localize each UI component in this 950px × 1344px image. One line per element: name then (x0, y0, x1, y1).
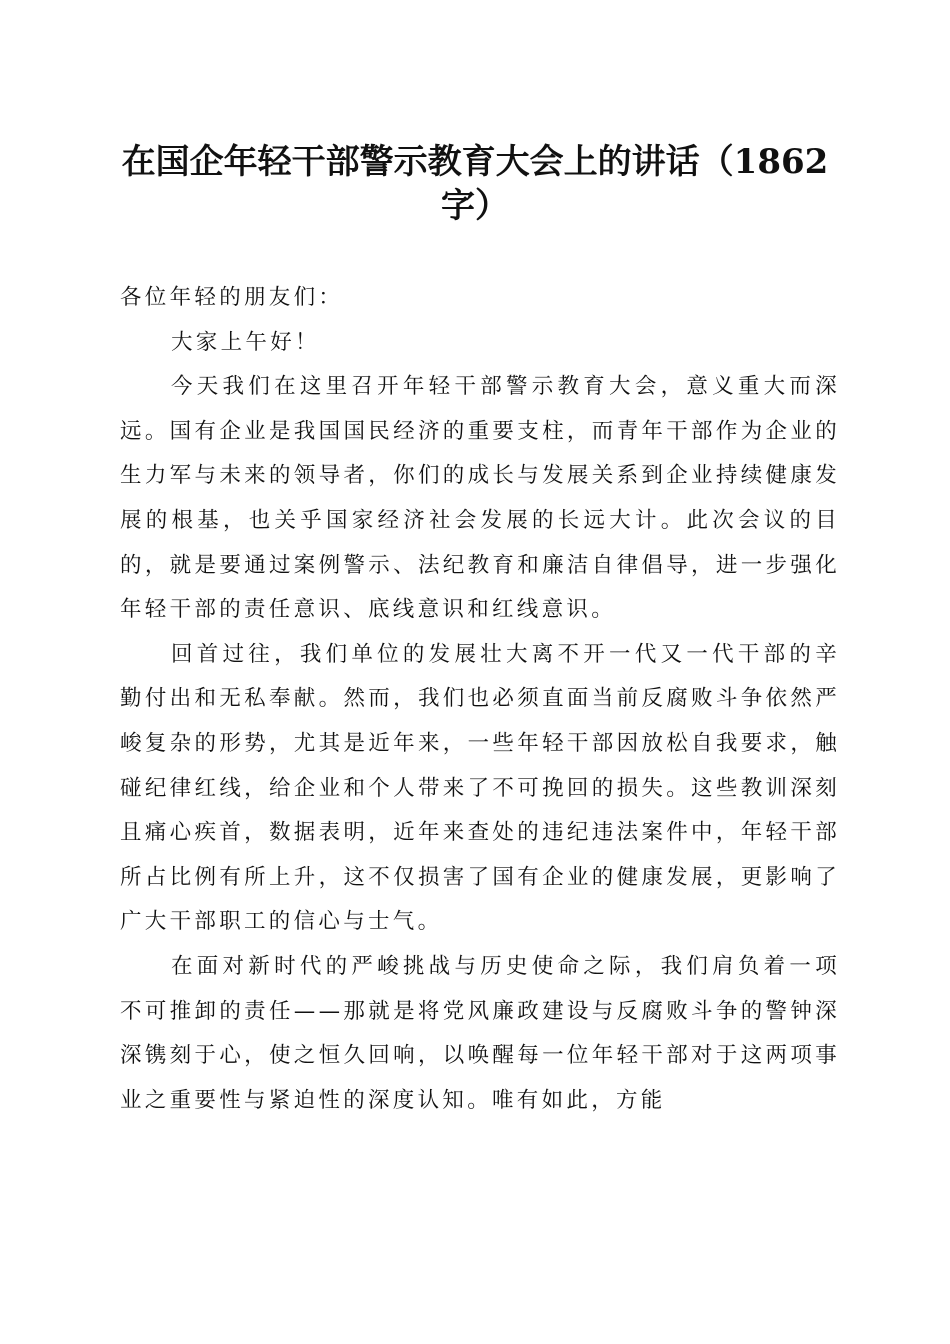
document-body (120, 276, 840, 1123)
salutation: 各位年轻的朋友们： (120, 285, 344, 310)
paragraph-review-past: 回首过往，我们单位的发展壮大离不开一代又一代干部的辛勤付出和无私奉献。然而，我们也必须直面当前反腐败斗争依然严峻复杂的形势，尤其是近年来，一些年轻干部因放松自我要求，触碰纪律红线，给企业和个人带来了不可挽回的损失。这些教训深刻且痛心疾首，数据表明，近年来查处的违纪违法案件中，年轻干部所占比例有所上升，这不仅损害了国有企业的健康发展，更影响了广大干部职工的信心与士气。 (120, 641, 840, 935)
document-title: 在国企年轻干部警示教育大会上的讲话（1862字） (121, 142, 829, 226)
paragraph-greeting: 大家上午好！ (171, 329, 320, 355)
paragraph-new-era-responsibility: 在面对新时代的严峻挑战与历史使命之际，我们肩负着一项不可推卸的责任——那就是将党风廉政建设与反腐败斗争的警钟深深镌刻于心，使之恒久回响，以唤醒每一位年轻干部对于这两项事业之重要性与紧迫性的深度认知。唯有如此，方能 (120, 953, 840, 1113)
paragraph-meeting-purpose: 今天我们在这里召开年轻干部警示教育大会，意义重大而深远。国有企业是我国国民经济的重要支柱，而青年干部作为企业的生力军与未来的领导者，你们的成长与发展关系到企业持续健康发展的根基，也关乎国家经济社会发展的长远大计。此次会议的目的，就是要通过案例警示、法纪教育和廉洁自律倡导，进一步强化年轻干部的责任意识、底线意识和红线意识。 (120, 374, 840, 623)
